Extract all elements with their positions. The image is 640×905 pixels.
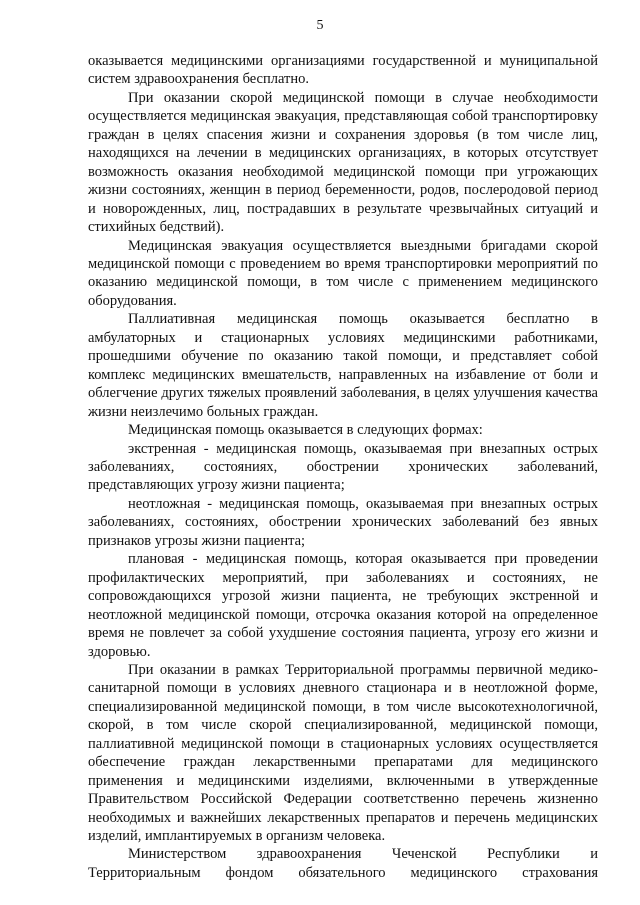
paragraph-drug-provision: При оказании в рамках Территориальной программы первичной медико-санитарной помощи в условиях дневного стационара и в неотложной форме, специализированной медицинской помощи, в том числе высокотехнологичной, скорой, в том числе скорой специализированной, медицинской помощи, паллиативной медицинской помощи в стационарных условиях осуществляется обеспечение граждан лекарственными препаратами для медицинского применения и медицинскими изделиями, включенными в утвержденные Правительством Российской Федерации соответственно перечень жизненно необходимых и важнейших лекарственных препаратов и перечень медицинских изделий, имплантируемых в организм человека. <box>88 661 598 845</box>
page-number: 5 <box>316 18 324 33</box>
paragraph-medical-evacuation-need: При оказании скорой медицинской помощи в случае необходимости осуществляется медицинская эвакуация, представляющая собой транспортировку граждан в целях спасения жизни и сохранения здоровья (в том числе лиц, находящихся на лечении в медицинских организациях, в которых отсутствует возможность оказания необходимой медицинской помощи при угрожающих жизни состояниях, женщин в период беременности, родов, послеродовой период и новорожденных, лиц, пострадавших в результате чрезвычайных ситуаций и стихийных бедствий). <box>88 89 598 236</box>
paragraph-form-planned: плановая - медицинская помощь, которая оказывается при проведении профилактических мероприятий, при заболеваниях и состояниях, не сопровождающихся угрозой жизни пациента, не требующих экстренной и неотложной медицинской помощи, отсрочка оказания которой на определенное время не повлечет за собой ухудшение состояния пациента, угрозу его жизни и здоровью. <box>88 551 598 660</box>
paragraph-form-emergency: экстренная - медицинская помощь, оказываемая при внезапных острых заболеваниях, состояниях, обострении хронических заболеваний, представляющих угрозу жизни пациента; <box>88 440 598 494</box>
paragraph-form-urgent: неотложная - медицинская помощь, оказываемая при внезапных острых заболеваниях, состояниях, обострении хронических заболеваний без явных признаков угрозы жизни пациента; <box>88 495 598 549</box>
paragraph-forms-intro: Медицинская помощь оказывается в следующих формах: <box>128 422 483 439</box>
document-body <box>88 52 598 882</box>
paragraph-palliative-care: Паллиативная медицинская помощь оказывается бесплатно в амбулаторных и стационарных условиях медицинскими работниками, прошедшими обучение по оказанию такой помощи, и представляет собой комплекс медицинских вмешательств, направленных на избавление от боли и облегчение других тяжелых проявлений заболевания, в целях улучшения качества жизни неизлечимо больных граждан. <box>88 311 598 420</box>
paragraph-ministry: Министерством здравоохранения Чеченской Республики и Территориальным фондом обязательного медицинского страхования <box>88 846 598 881</box>
paragraph-continuation: оказывается медицинскими организациями государственной и муниципальной систем здравоохранения бесплатно. <box>88 53 598 88</box>
paragraph-evacuation-teams: Медицинская эвакуация осуществляется выездными бригадами скорой медицинской помощи с проведением во время транспортировки мероприятий по оказанию медицинской помощи, в том числе с применением медицинского оборудования. <box>88 237 598 309</box>
